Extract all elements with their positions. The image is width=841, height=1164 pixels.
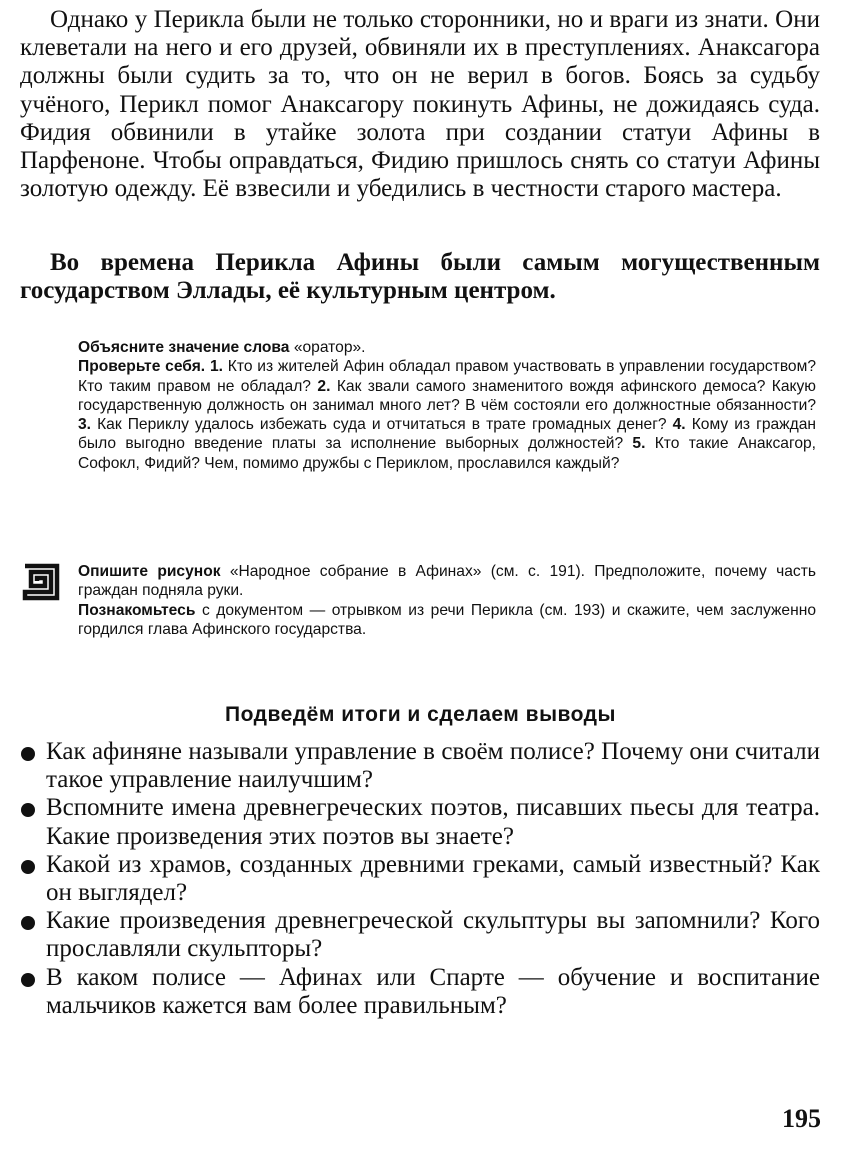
describe-text: «Народное собрание в Афинах» (см. с. 191). Предположите, почему часть граждан подняла руки. xyxy=(78,563,816,600)
summary-question: Какой из храмов, созданных древними греками, самый известный? Как он выглядел? xyxy=(46,850,820,907)
question-text: Кому из граждан было выгодно введение платы за исполнение выборных должностей? xyxy=(78,416,816,453)
question-number: 3. xyxy=(78,416,92,434)
question-text: Как Периклу удалось избежать суда и отчитаться в трате громадных денег? xyxy=(97,416,667,434)
summary-question: Как афиняне называли управление в своём полисе? Почему они считали такое управление наилучшим? xyxy=(46,738,820,794)
body-paragraph-conclusion: Во времена Перикла Афины были самым могущественным государством Эллады, её культурным центром. xyxy=(20,249,820,305)
study-task xyxy=(78,601,816,640)
question-text: Кто из жителей Афин обладал правом участвовать в управлении государством? Кто таким правом не обладал? xyxy=(78,358,816,395)
list-item xyxy=(20,964,820,1020)
explain-label: Объясните значение слова xyxy=(78,339,290,356)
study-text: с документом — отрывком из речи Перикла (см. 193) и скажите, чем заслуженно гордился глава Афинского государства. xyxy=(78,601,816,638)
body-paragraph-enemies: Однако у Перикла были не только сторонники, но и враги из знати. Они клеветали на него и его друзей, обвиняли их в преступлениях. Анаксагора должны были судить за то, что он не верил в богов. Боясь за судьбу учёного, Перикл помог Анаксагору покинуть Афины, не дожидаясь суда. Фидия обвинили в утайке золота при создании статуи Афины в Парфеноне. Чтобы оправдаться, Фидию пришлось снять со статуи Афины золотую одежду. Её взвесили и убедились в честности старого мастера. xyxy=(20,6,820,203)
list-item xyxy=(20,907,820,963)
question-text: Как звали самого знаменитого вождя афинского демоса? Какую государственную должность он занимал много лет? В чём состояли его должностные обязанности? xyxy=(78,377,816,414)
summary-question: Вспомните имена древнегреческих поэтов, писавших пьесы для театра. Какие произведения этих поэтов вы знаете? xyxy=(46,794,820,850)
bullet-icon xyxy=(21,747,35,761)
study-label: Познакомьтесь xyxy=(78,601,196,619)
greek-meander-icon xyxy=(22,563,60,601)
question-number: 5. xyxy=(632,435,646,453)
summary-question-list xyxy=(20,738,820,1020)
bullet-icon xyxy=(21,860,35,874)
bullet-icon xyxy=(21,973,35,987)
additional-tasks-block xyxy=(78,562,816,639)
bullet-icon xyxy=(21,916,35,930)
question-text: Кто такие Анаксагор, Софокл, Фидий? Чем, помимо дружбы с Периклом, прославился каждый? xyxy=(78,435,816,472)
bullet-icon xyxy=(21,803,35,817)
check-task xyxy=(78,357,816,473)
summary-question: Какие произведения древнегреческой скульптуры вы запомнили? Кого прославляли скульпторы? xyxy=(46,907,820,963)
summary-question: В каком полисе — Афинах или Спарте — обучение и воспитание мальчиков кажется вам более правильным? xyxy=(46,963,820,1019)
review-questions-block xyxy=(78,338,816,473)
describe-task xyxy=(78,562,816,601)
explain-task xyxy=(78,338,816,357)
question-number: 2. xyxy=(317,377,331,395)
list-item xyxy=(20,738,820,794)
describe-label: Опишите рисунок xyxy=(78,563,221,580)
explain-text: «оратор». xyxy=(293,339,366,356)
question-number: 1. xyxy=(209,358,223,376)
question-number: 4. xyxy=(672,416,686,434)
summary-heading: Подведём итоги и сделаем выводы xyxy=(225,703,616,726)
list-item xyxy=(20,794,820,850)
page-number: 195 xyxy=(782,1104,821,1133)
list-item xyxy=(20,851,820,907)
check-label: Проверьте себя. xyxy=(78,358,206,376)
